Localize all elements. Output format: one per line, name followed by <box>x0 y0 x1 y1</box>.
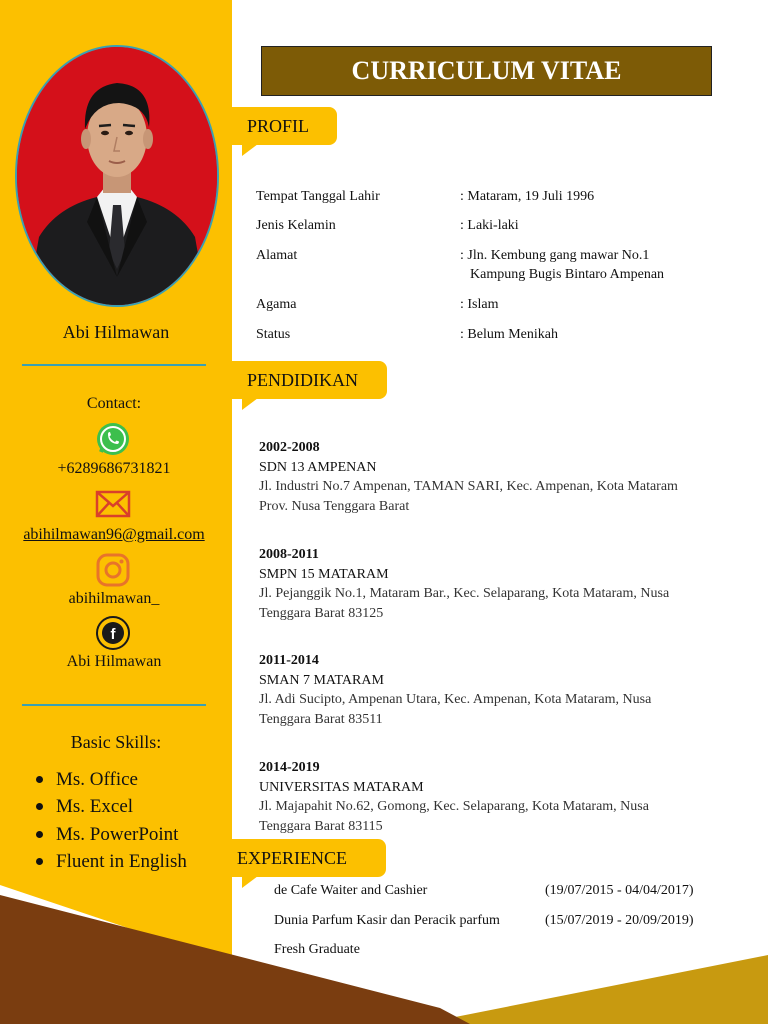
education-item <box>259 651 716 729</box>
experience-role: de Cafe Waiter and Cashier <box>274 883 428 898</box>
phone-number[interactable]: +6289686731821 <box>57 460 171 477</box>
profil-value: : Laki-laki <box>460 218 519 233</box>
section-tag-profil <box>232 107 337 145</box>
experience-role: Fresh Graduate <box>274 942 360 957</box>
education-address: Jl. Majapahit No.62, Gomong, Kec. Selaparang, Kota Mataram, Nusa <box>259 799 649 814</box>
education-years: 2002-2008 <box>259 440 320 455</box>
education-school: UNIVERSITAS MATARAM <box>259 779 424 795</box>
education-school: SMPN 15 MATARAM <box>259 566 389 582</box>
profil-label: Alamat <box>256 248 298 263</box>
education-address-continued: Prov. Nusa Tenggara Barat <box>259 498 410 514</box>
svg-text:f: f <box>110 626 116 643</box>
education-item <box>259 545 716 623</box>
education-item <box>259 758 716 836</box>
education-school: SMAN 7 MATARAM <box>259 672 384 688</box>
profil-value: : Belum Menikah <box>460 327 558 342</box>
education-item <box>259 438 716 516</box>
education-years: 2008-2011 <box>259 547 319 562</box>
skills-title: Basic Skills: <box>70 732 162 752</box>
sidebar-name: Abi Hilmawan <box>62 322 170 342</box>
profil-label: Status <box>256 327 291 342</box>
education-address: Jl. Industri No.7 Ampenan, TAMAN SARI, Kec. Ampenan, Kota Mataram <box>259 479 678 494</box>
education-address: Jl. Pejanggik No.1, Mataram Bar., Kec. Selaparang, Kota Mataram, Nusa <box>259 586 670 601</box>
list-item: Fluent in English <box>36 848 187 875</box>
contact-label: Contact: <box>86 395 142 412</box>
section-title: PROFIL <box>247 116 310 136</box>
profil-value: : Jln. Kembung gang mawar No.1 <box>460 248 650 263</box>
education-address-continued: Tenggara Barat 83115 <box>259 818 383 834</box>
list-item: Ms. Office <box>36 766 187 793</box>
profil-value: : Islam <box>460 297 499 312</box>
experience-period: (15/07/2019 - 20/09/2019) <box>545 913 694 928</box>
education-years: 2011-2014 <box>259 653 319 668</box>
education-address: Jl. Adi Sucipto, Ampenan Utara, Kec. Ampenan, Kota Mataram, Nusa <box>259 692 652 707</box>
education-years: 2014-2019 <box>259 760 320 775</box>
section-tag-pendidikan <box>232 361 387 399</box>
experience-period: (19/07/2015 - 04/04/2017) <box>545 883 694 898</box>
profil-value-continued: Kampung Bugis Bintaro Ampenan <box>470 267 665 282</box>
facebook-name[interactable]: Abi Hilmawan <box>66 653 162 670</box>
instagram-handle[interactable]: abihilmawan_ <box>68 590 160 607</box>
section-tag-experience <box>222 839 386 877</box>
email-link[interactable]: abihilmawan96@gmail.com <box>23 526 205 543</box>
list-item: Ms. Excel <box>36 793 187 820</box>
profil-label: Agama <box>256 297 297 312</box>
education-school: SDN 13 AMPENAN <box>259 459 377 475</box>
profil-label: Jenis Kelamin <box>256 218 336 233</box>
experience-role: Dunia Parfum Kasir dan Peracik parfum <box>274 913 500 928</box>
education-address-continued: Tenggara Barat 83125 <box>259 605 384 621</box>
list-item: Ms. PowerPoint <box>36 821 187 848</box>
section-title: EXPERIENCE <box>237 848 347 868</box>
page-title: CURRICULUM VITAE <box>261 46 712 96</box>
profil-label: Tempat Tanggal Lahir <box>256 189 380 204</box>
education-address-continued: Tenggara Barat 83511 <box>259 711 383 727</box>
section-title: PENDIDIKAN <box>247 370 358 390</box>
profil-value: : Mataram, 19 Juli 1996 <box>460 189 595 204</box>
